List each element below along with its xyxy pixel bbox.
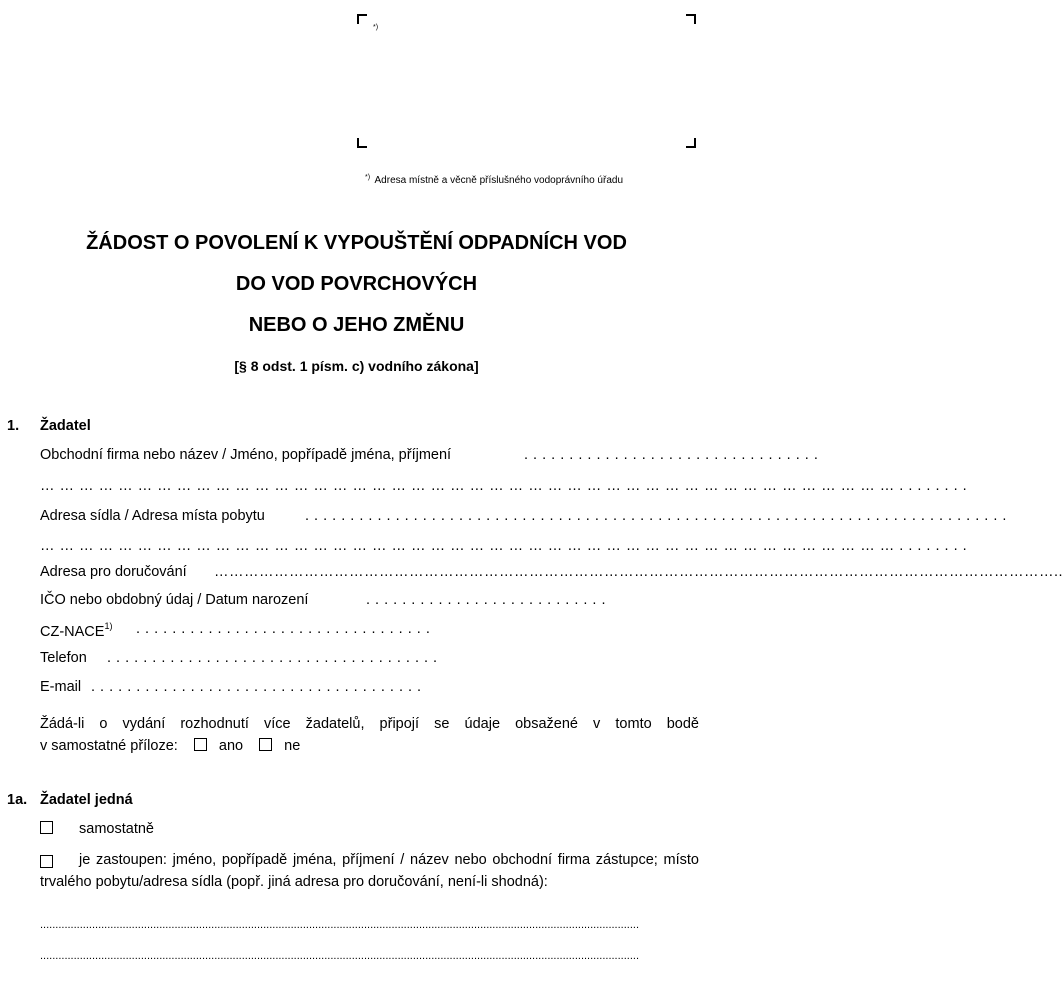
address-box-corner-bottom-left [357,138,367,148]
address-note-marker: *) [365,174,371,181]
checkbox-self[interactable] [40,821,53,834]
section1a-number: 1a. [7,792,28,808]
checkbox-no[interactable] [259,738,272,751]
legal-basis: [§ 8 odst. 1 písm. c) vodního zákona] [234,358,479,374]
field-nace-dots[interactable]: . . . . . . . . . . . . . . . . . . . . . . . . . . . . . . . . . [136,621,431,637]
address-box-corner-top-left [357,14,367,24]
multi-applicant-note-line2 [40,738,300,754]
label-nace-text: CZ-NACE [40,624,105,640]
option-self-label: samostatně [79,821,154,837]
field-ico-dots[interactable]: . . . . . . . . . . . . . . . . . . . . . . . . . . . [366,592,607,608]
field-address-dots[interactable]: . . . . . . . . . . . . . . . . . . . . . . . . . . . . . . . . . . . . . . . . . . . . . . . . . . . . . . . . . . . . . . . . . . . . . . . . . . . . . . [305,508,1007,524]
nace-footnote: 1) [104,621,113,631]
label-name: Obchodní firma nebo název / Jméno, popřípadě jména, příjmení [40,447,452,463]
label-ico: IČO nebo obdobný údaj / Datum narození [40,592,309,608]
option-no-label: ne [284,738,301,754]
address-note [365,170,623,188]
option-yes-label: ano [218,738,244,754]
section1a-heading: Žadatel jedná [40,792,133,808]
section1-heading: Žadatel [40,418,91,434]
document-title-line3: NEBO O JEHO ZMĚNU [248,314,465,336]
address-note-text: Adresa místně a věcně příslušného vodoprávního úřadu [374,175,624,186]
address-marker: *) [373,24,379,31]
field-address-dots-line2[interactable]: … … … … … … … … … … … … … … … … … … … … … … … … … … … … … … … … … … … … … … … … … … … … . . . . . . . . [40,538,968,554]
field-name-dots-line2[interactable]: … … … … … … … … … … … … … … … … … … … … … … … … … … … … … … … … … … … … … … … … … … … … . . . . . . . . [40,478,968,494]
address-box-corner-bottom-right [686,138,696,148]
label-nace [40,621,112,640]
checkbox-yes[interactable] [194,738,207,751]
option-self [40,821,154,837]
document-title-line2: DO VOD POVRCHOVÝCH [235,273,478,295]
field-name-dots[interactable]: . . . . . . . . . . . . . . . . . . . . . . . . . . . . . . . . . [524,447,819,463]
label-email: E-mail [40,679,82,695]
multi-applicant-note-text: v samostatné příloze: [40,738,178,754]
address-box-corner-top-right [686,14,696,24]
field-phone-dots[interactable]: . . . . . . . . . . . . . . . . . . . . . . . . . . . . . . . . . . . . . [107,650,438,666]
multi-applicant-note-line1: Žádá-li o vydání rozhodnutí více žadatelů, připojí se údaje obsažené v tomto bodě [40,716,699,732]
label-delivery-address: Adresa pro doručování [40,564,187,580]
field-email-dots[interactable]: . . . . . . . . . . . . . . . . . . . . . . . . . . . . . . . . . . . . . [91,679,422,695]
document-title-line1: ŽÁDOST O POVOLENÍ K VYPOUŠTĚNÍ ODPADNÍCH VOD [86,232,627,254]
section1-number: 1. [7,418,20,434]
representative-dots-line2[interactable]: .................................................................................................................................................................................................... [40,950,640,962]
field-delivery-dots[interactable]: …………………………………………………………………………………………………………………………………………………….. [214,564,1063,580]
label-address: Adresa sídla / Adresa místa pobytu [40,508,265,524]
option-represented-label: je zastoupen: jméno, popřípadě jména, příjmení / název nebo obchodní firma zástupce; místo trvalého pobytu/adresa sídla (popř. jiná adresa pro doručování, není-li shodná): [40,852,699,890]
representative-dots-line1[interactable]: .................................................................................................................................................................................................... [40,919,640,931]
label-phone: Telefon [40,650,87,666]
